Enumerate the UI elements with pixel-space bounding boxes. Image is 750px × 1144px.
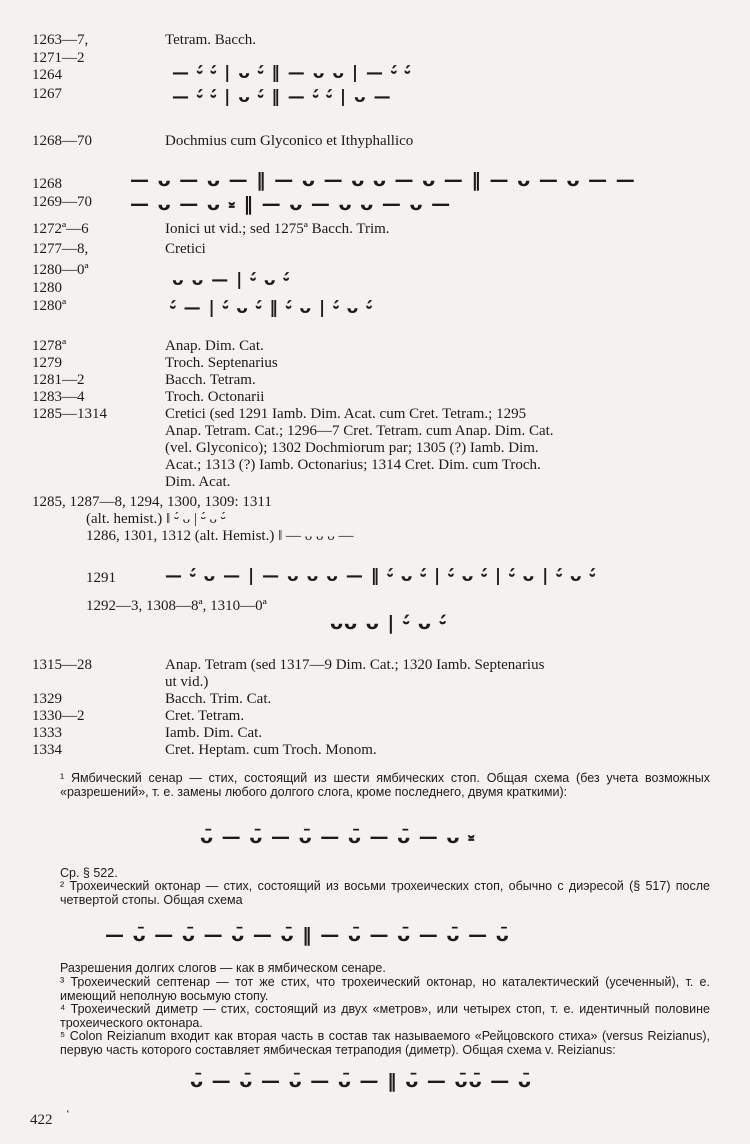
metre-description: Bacch. Tetram. <box>165 372 256 388</box>
line-number: 1268 <box>32 176 62 192</box>
metrical-scheme: — ᴗ — ᴗ ⏓ ‖ — ᴗ — ᴗ ᴗ — ᴗ — <box>130 193 452 215</box>
stray-mark: ‘ <box>66 1108 70 1120</box>
footnote-2: ² Трохеический октонар — стих, состоящий из восьми трохеических стоп, обычно с диэресой (§ 517) после четвертой стопы. Общая схема <box>60 879 710 907</box>
metrical-scheme: — ᴗ — ᴗ — ‖ — ᴗ — ᴗ ᴗ — ᴗ — ‖ — ᴗ — ᴗ — — <box>130 169 636 191</box>
metre-description: Iamb. Dim. Cat. <box>165 725 263 741</box>
line-number: 1280—0ª <box>32 262 89 278</box>
line-number: 1271—2 <box>32 50 85 66</box>
note-text: Разрешения долгих слогов — как в ямбическом сенаре. <box>60 961 386 975</box>
metre-description: Anap. Tetram (sed 1317—9 Dim. Cat.; 1320 Iamb. Septenarius <box>165 657 545 673</box>
metrical-scheme: ᴗ̄ — ᴗ̄ — ᴗ̄ — ᴗ̄ — ᴗ̄ — ᴗ ⏓ <box>200 826 476 848</box>
page-number: 422 <box>30 1112 53 1128</box>
line-number: 1269—70 <box>32 194 92 210</box>
line-number: 1333 <box>32 725 62 741</box>
line-number: 1263—7, <box>32 32 89 48</box>
line-number: 1283—4 <box>32 389 85 405</box>
footnote-1: ¹ Ямбический сенар — стих, состоящий из шести ямбических стоп. Общая схема (без учета возможных «разрешений», т. е. замены любого долгого слога, кроме последнего, двумя краткими): <box>60 771 710 799</box>
hemistich-scheme: (alt. hemist.) ‖ ⏑́ ᴗ | ⏑́ ᴗ ⏑́ <box>86 511 226 527</box>
metre-description: Cret. Tetram. <box>165 708 245 724</box>
metre-description: Bacch. Trim. Cat. <box>165 691 272 707</box>
metre-description: Cretici (sed 1291 Iamb. Dim. Acat. cum Cret. Tetram.; 1295 <box>165 406 527 422</box>
line-reference: 1285, 1287—8, 1294, 1300, 1309: 1311 <box>32 494 272 510</box>
metre-description: Troch. Octonarii <box>165 389 265 405</box>
metrical-scheme: — ⏑́ ᴗ — | — ᴗ ᴗ ᴗ — ‖ ⏑́ ᴗ ⏑́ | ⏑́ ᴗ ⏑́ | ⏑́ ᴗ | ⏑́ ᴗ ⏑́ <box>165 566 597 586</box>
line-number: 1330—2 <box>32 708 85 724</box>
metrical-scheme: ⏑́ — | ⏑́ ᴗ ⏑́ ‖ ⏑́ ᴗ | ⏑́ ᴗ ⏑́ <box>170 298 373 318</box>
line-number: 1267 <box>32 86 62 102</box>
metre-description: Cretici <box>165 241 206 257</box>
line-number: 1315—28 <box>32 657 92 673</box>
line-number: 1279 <box>32 355 62 371</box>
line-number: 1278ª <box>32 338 67 354</box>
footnote-3: ³ Трохеический септенар — тот же стих, что трохеический октонар, но каталектический (усеченный), т. е. имеющий неполную восьмую стопу. <box>60 975 710 1003</box>
metre-description: Dochmius cum Glyconico et Ithyphallico <box>165 133 414 149</box>
metre-description: Tetram. Bacch. <box>165 32 256 48</box>
metrical-scheme: — ⏑́ ⏑́ | ᴗ ⏑́ ‖ — ⏑́ ⏑́ | ᴗ — <box>172 87 392 107</box>
metre-description: Acat.; 1313 (?) Iamb. Octonarius; 1314 Cret. Dim. cum Troch. <box>165 457 541 473</box>
metre-description: Troch. Septenarius <box>165 355 278 371</box>
metre-description: Ionici ut vid.; sed 1275ª Bacch. Trim. <box>165 221 390 237</box>
line-number: 1285—1314 <box>32 406 107 422</box>
metrical-scheme: ᴗ ᴗ — | ⏑́ ᴗ ⏑́ <box>172 270 291 290</box>
metre-description: ut vid.) <box>165 674 209 690</box>
metrical-scheme: — ⏑́ ⏑́ | ᴗ ⏑́ ‖ — ᴗ ᴗ | — ⏑́ ⏑́ <box>172 63 412 83</box>
metrical-scheme: ᴗ̄ — ᴗ̄ — ᴗ̄ — ᴗ̄ — ‖ ᴗ̄ — ᴗ̄ᴗ̄ — ᴗ̄ <box>190 1070 532 1092</box>
metre-description: Anap. Tetram. Cat.; 1296—7 Cret. Tetram. cum Anap. Dim. Cat. <box>165 423 554 439</box>
line-number: 1334 <box>32 742 62 758</box>
line-number: 1329 <box>32 691 62 707</box>
hemistich-scheme: 1286, 1301, 1312 (alt. Hemist.) ‖ — ᴗ ᴗ ᴗ — <box>86 528 354 544</box>
cross-reference: Ср. § 522. <box>60 866 118 880</box>
line-number: 1264 <box>32 67 62 83</box>
line-number: 1268—70 <box>32 133 92 149</box>
line-number: 1280 <box>32 280 62 296</box>
metrical-scheme: ᴗᴗ ᴗ | ⏑́ ᴗ ⏑́ <box>330 612 447 634</box>
line-number: 1280ª <box>32 298 67 314</box>
line-number: 1277—8, <box>32 241 89 257</box>
metre-description: Anap. Dim. Cat. <box>165 338 264 354</box>
metre-description: (vel. Glyconico); 1302 Dochmiorum par; 1305 (?) Iamb. Dim. <box>165 440 539 456</box>
line-reference: 1292—3, 1308—8ª, 1310—0ª <box>86 598 267 614</box>
line-number: 1272ª—6 <box>32 221 89 237</box>
line-number: 1281—2 <box>32 372 85 388</box>
footnote-4: ⁴ Трохеический диметр — стих, состоящий из двух «метров», или четырех стоп, т. е. идентичный половине трохеического октонара. <box>60 1002 710 1030</box>
metre-description: Cret. Heptam. cum Troch. Monom. <box>165 742 377 758</box>
footnote-5: ⁵ Colon Reizianum входит как вторая часть в состав так называемого «Рейцовского стиха» (versus Reizianus), первую часть которого составляет ямбическая тетраподия (диметр). Общая схема v. Reizianus: <box>60 1029 710 1057</box>
line-number: 1291 <box>86 570 116 586</box>
metrical-scheme: — ᴗ̄ — ᴗ̄ — ᴗ̄ — ᴗ̄ ‖ — ᴗ̄ — ᴗ̄ — ᴗ̄ — ᴗ̄ <box>105 924 510 946</box>
metre-description: Dim. Acat. <box>165 474 231 490</box>
